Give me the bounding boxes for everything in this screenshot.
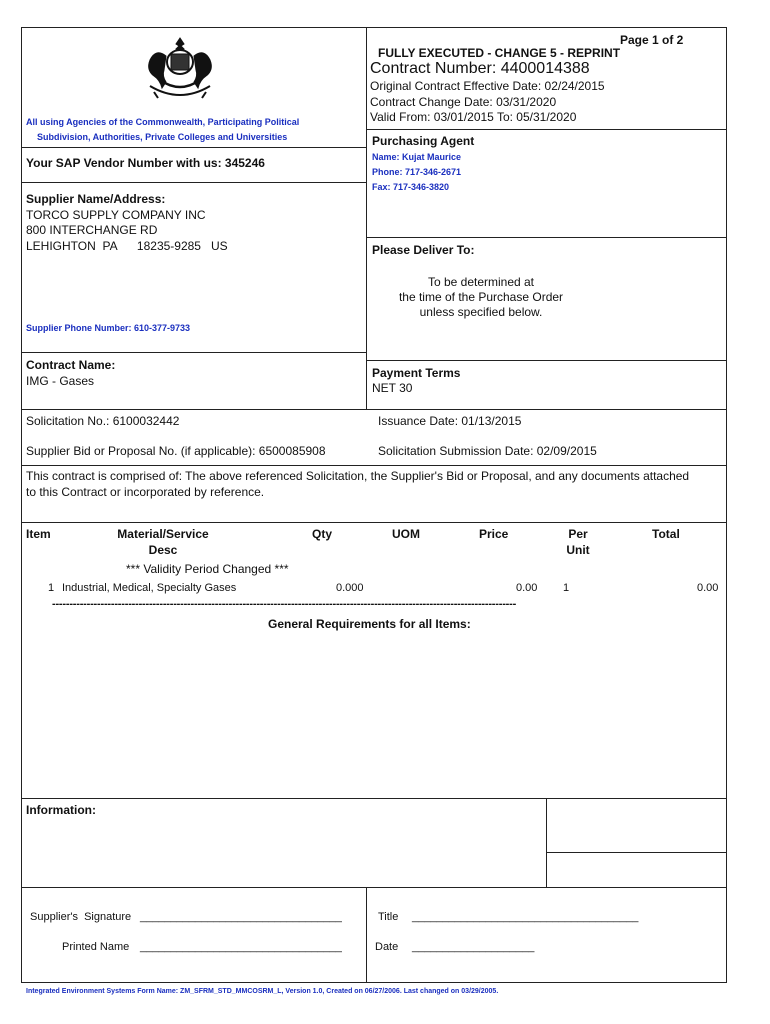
contract-name-value: IMG - Gases [26,374,95,388]
contract-status: FULLY EXECUTED - CHANGE 5 - REPRINT [378,46,621,60]
supplier-phone: Supplier Phone Number: 610-377-9733 [26,323,191,333]
agencies-text-2: Subdivision, Authorities, Private Colleges and Universities [37,132,288,142]
solicitation-number: Solicitation No.: 6100032442 [26,414,180,428]
supplier-line-2: 800 INTERCHANGE RD [26,223,158,237]
commonwealth-seal-icon [140,36,220,102]
title-label: Title [378,911,399,923]
divider [366,129,727,130]
page-number: Page 1 of 2 [620,33,684,47]
supplier-line-3: LEHIGHTON PA 18235-9285 US [26,239,228,253]
col-uom: UOM [392,527,420,541]
col-desc: Desc [148,543,178,557]
comprised-text-1: This contract is comprised of: The above referenced Solicitation, the Supplier's Bid or Proposal, and any documents attached [26,469,690,483]
purchasing-agent-title: Purchasing Agent [372,134,475,148]
agencies-text-1: All using Agencies of the Commonwealth, Participating Political [26,117,300,127]
line-item-number: 1 [48,582,55,594]
payment-terms-label: Payment Terms [372,366,461,380]
divider [21,182,366,183]
line-item-qty: 0.000 [336,582,364,594]
col-price: Price [479,527,509,541]
information-label: Information: [26,803,96,817]
deliver-line-3: unless specified below. [419,305,543,319]
title-line: _____________________________________ [412,911,639,923]
supplier-signature-label: Supplier's Signature [30,911,132,923]
line-item-per: 1 [563,582,570,594]
divider [21,147,366,148]
valid-dates: Valid From: 03/01/2015 To: 05/31/2020 [370,110,577,124]
deliver-title: Please Deliver To: [372,243,475,257]
form-footer: Integrated Environment Systems Form Name: ZM_SFRM_STD_MMCOSRM_L, Version 1.0, Created on 06/27/2006. Last changed on 03/29/2005. [26,988,499,995]
divider [366,887,367,983]
divider [546,798,547,887]
divider [366,237,727,238]
payment-terms-value: NET 30 [372,381,413,395]
divider [21,409,727,410]
change-date: Contract Change Date: 03/31/2020 [370,95,557,109]
col-qty: Qty [312,527,333,541]
printed-name-label: Printed Name [62,941,130,953]
col-material: Material/Service [117,527,209,541]
contract-name-label: Contract Name: [26,358,116,372]
issuance-date: Issuance Date: 01/13/2015 [378,414,522,428]
col-per: Per [568,527,588,541]
divider [21,465,727,466]
effective-date: Original Contract Effective Date: 02/24/2015 [370,79,605,93]
header-column-divider [366,27,367,409]
deliver-line-2: the time of the Purchase Order [398,290,564,304]
validity-note: *** Validity Period Changed *** [126,562,289,576]
bid-number: Supplier Bid or Proposal No. (if applicable): 6500085908 [26,444,326,458]
divider [21,352,366,353]
col-total: Total [652,527,680,541]
col-unit: Unit [566,543,590,557]
printed-name-line: _________________________________ [140,941,342,953]
general-requirements: General Requirements for all Items: [268,617,471,631]
date-label: Date [375,941,399,953]
divider [546,852,727,853]
contract-number: Contract Number: 4400014388 [370,60,590,77]
divider [21,798,727,799]
supplier-label: Supplier Name/Address: [26,192,166,206]
submission-date: Solicitation Submission Date: 02/09/2015 [378,444,597,458]
line-item-price: 0.00 [516,582,538,594]
divider [366,360,727,361]
signature-line: _________________________________ [140,911,342,923]
comprised-text-2: to this Contract or incorporated by reference. [26,485,265,499]
divider [21,887,727,888]
col-item: Item [26,527,51,541]
line-item-total: 0.00 [697,582,719,594]
date-line: ____________________ [412,941,535,953]
agent-fax: Fax: 717-346-3820 [372,182,450,192]
vendor-number: Your SAP Vendor Number with us: 345246 [26,156,265,170]
line-item-desc: Industrial, Medical, Specialty Gases [62,582,237,594]
agent-phone: Phone: 717-346-2671 [372,167,462,177]
agent-name: Name: Kujat Maurice [372,152,462,162]
divider [21,522,727,523]
deliver-line-1: To be determined at [427,275,535,289]
separator-line: -------------------------------------------------------------------------------------------------------------------------------------- [52,598,517,610]
supplier-line-1: TORCO SUPPLY COMPANY INC [26,208,206,222]
